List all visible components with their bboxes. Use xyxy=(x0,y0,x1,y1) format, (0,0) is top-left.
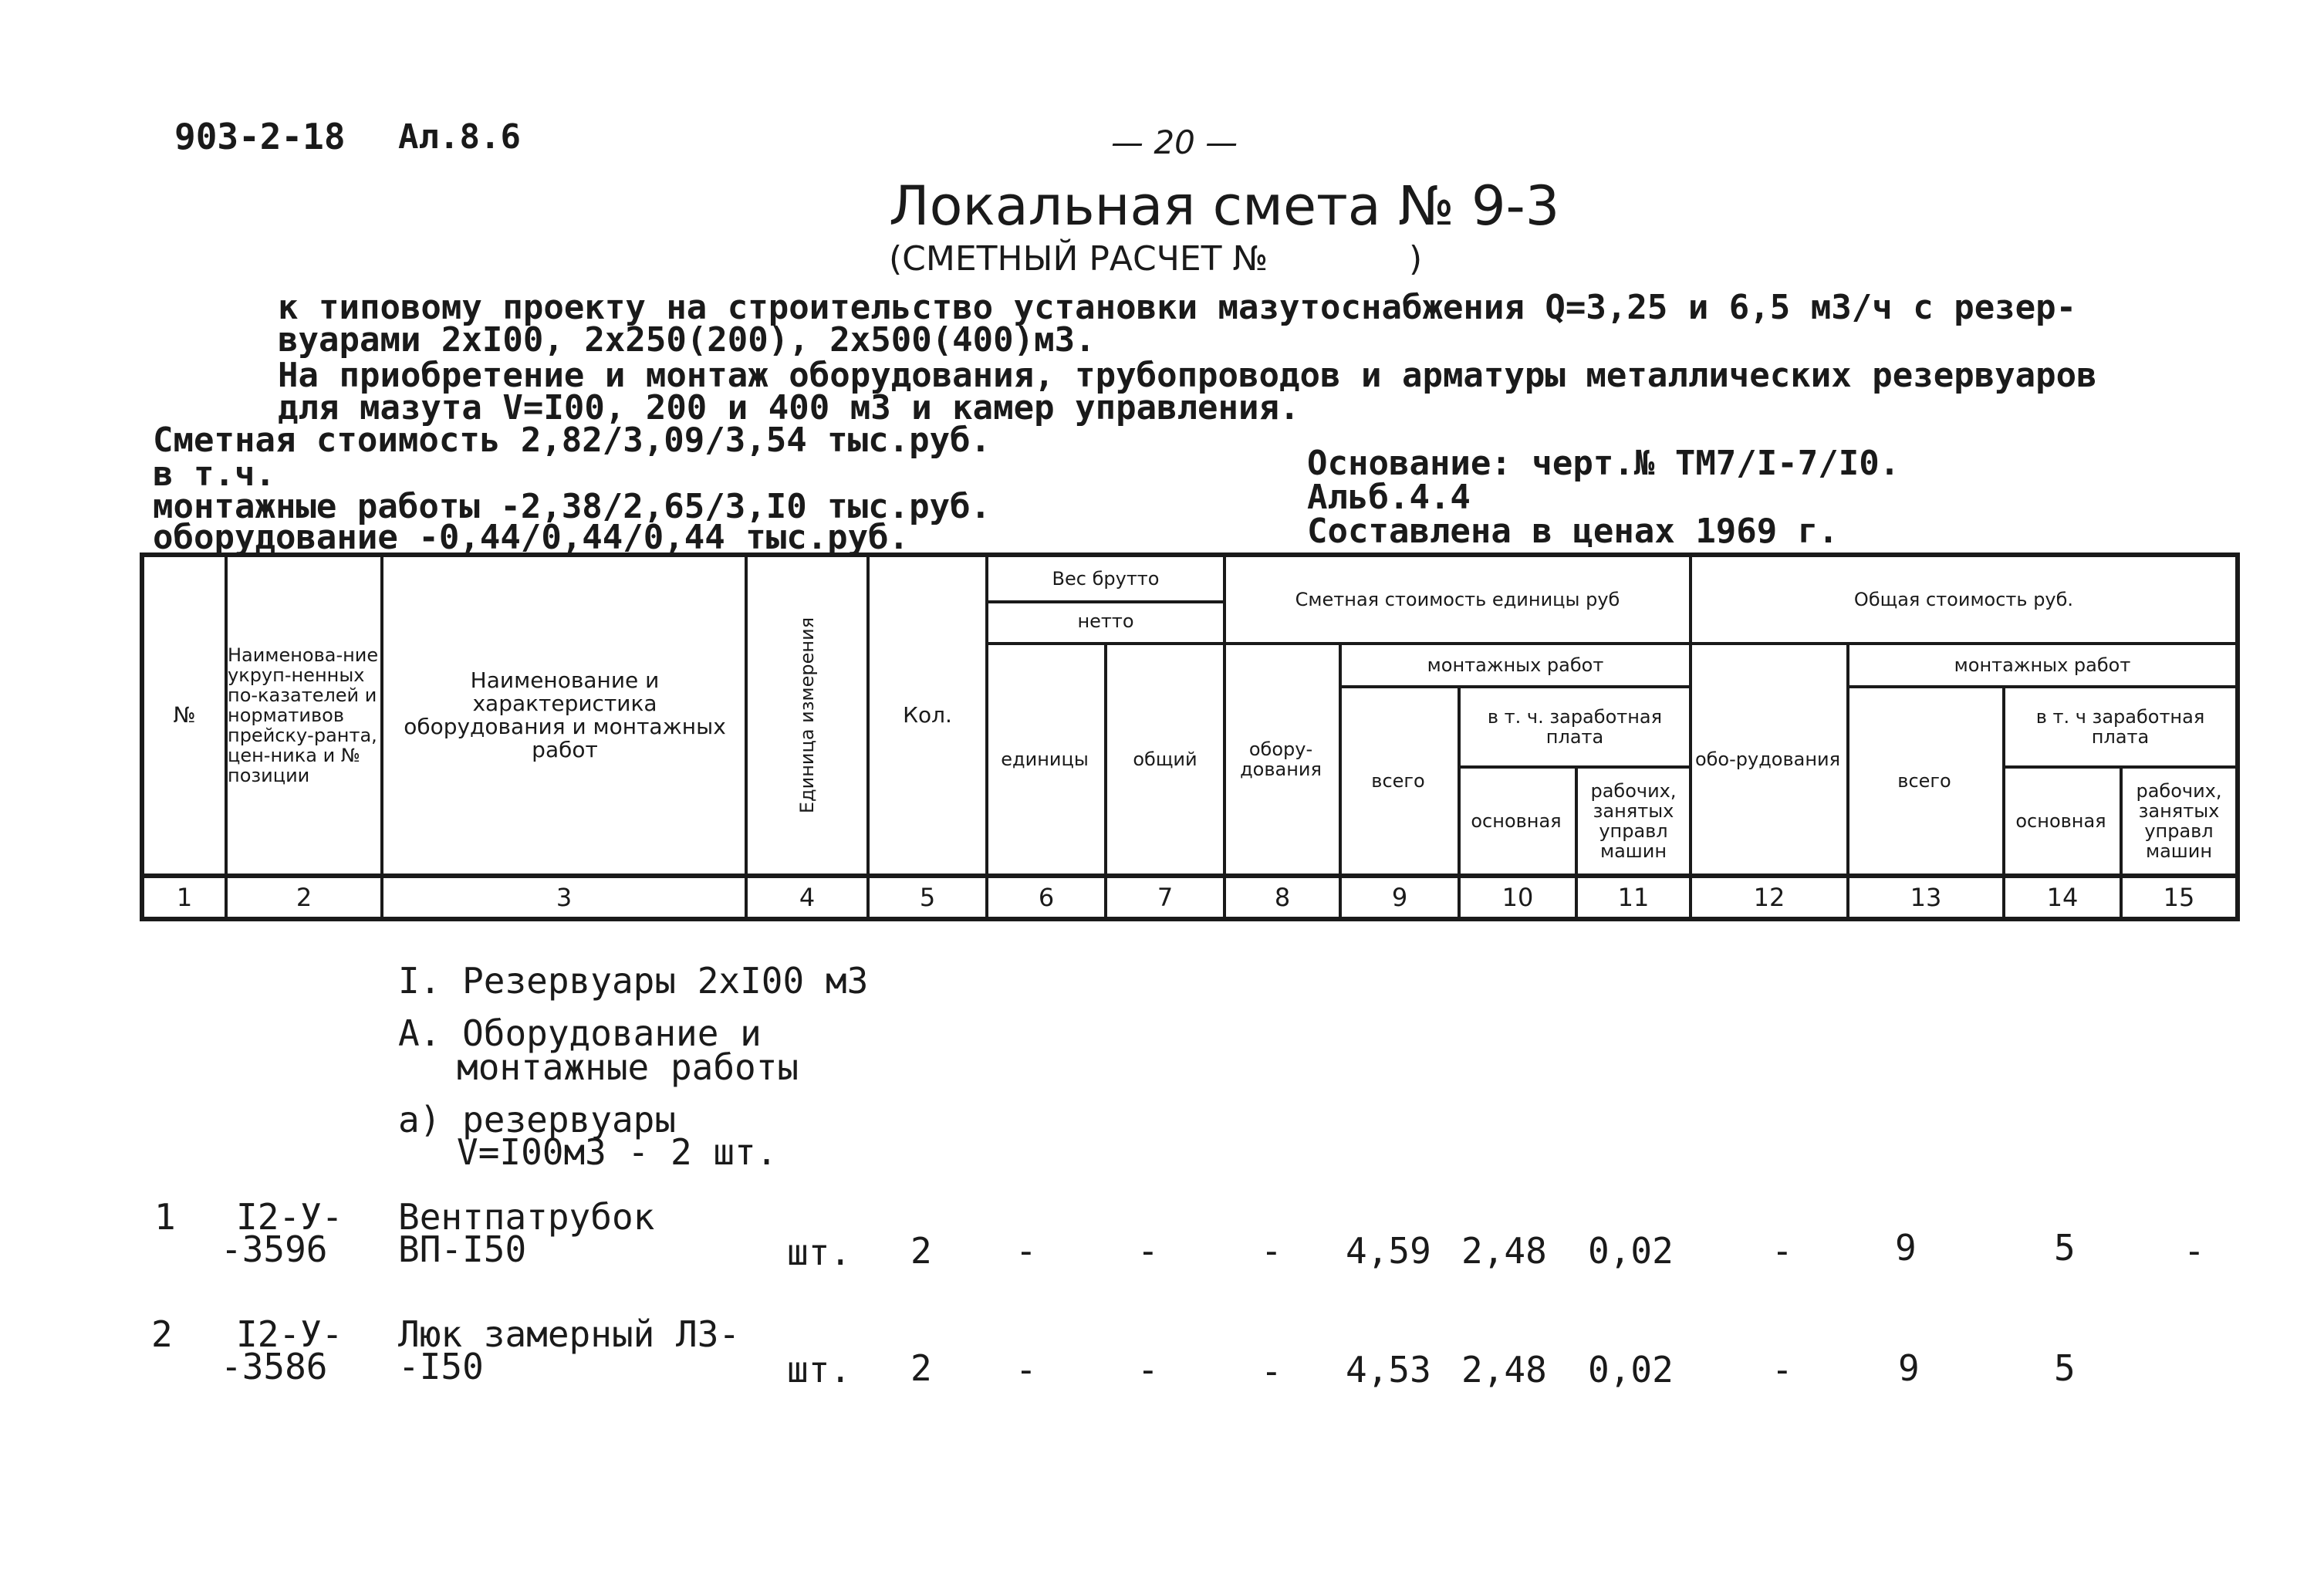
col-number: 10 xyxy=(1501,883,1534,912)
col-number: 7 xyxy=(1157,883,1174,912)
row-number: 2 xyxy=(151,1313,173,1355)
page-subtitle-end: ) xyxy=(1409,239,1423,279)
col-header-norm-code: Наименова-ние укруп-ненных по-казателей и нормативов прейску-ранта, цен-ника и № позиции xyxy=(228,644,379,786)
row-code-cont: -3596 xyxy=(221,1228,328,1270)
row-number: 1 xyxy=(154,1196,176,1238)
col-number: 14 xyxy=(2046,883,2079,912)
row-weight-total: - xyxy=(1137,1230,1159,1272)
row-name: Люк замерный ЛЗ- xyxy=(398,1313,741,1355)
row-name: Вентпатрубок xyxy=(398,1196,655,1238)
col-header-install-works-2: монтажных работ xyxy=(1954,654,2131,676)
row-weight-total: - xyxy=(1137,1349,1159,1391)
col-header-weight-gross: Вес брутто xyxy=(1052,568,1160,590)
col-header-weight-unit: единицы xyxy=(1001,749,1089,770)
item-group-heading-cont: V=I00м3 - 2 шт. xyxy=(457,1131,778,1173)
intro-line-1: к типовому проекту на строительство установки мазутоснабжения Q=3,25 и 6,5 м3/ч с резер- xyxy=(278,288,2077,327)
col-number: 3 xyxy=(556,883,573,912)
row-total-install: 9 xyxy=(1895,1227,1917,1269)
col-header-unit-equipment: обору-дования xyxy=(1240,738,1322,780)
subsection-heading: А. Оборудование и xyxy=(398,1012,762,1054)
page-subtitle: (СМЕТНЫЙ РАСЧЕТ № xyxy=(889,239,1268,279)
col-header-wages-2: в т. ч заработная плата xyxy=(2035,706,2205,748)
row-equipment-cost: - xyxy=(1261,1230,1282,1272)
equipment-cost: оборудование -0,44/0,44/0,44 тыс.руб. xyxy=(153,518,910,557)
row-unit: шт. xyxy=(787,1232,852,1273)
row-name-cont: ВП-I50 xyxy=(398,1228,527,1270)
col-header-install-total: всего xyxy=(1371,770,1425,792)
row-code-cont: -3586 xyxy=(221,1346,328,1387)
row-equipment-cost: - xyxy=(1261,1350,1282,1392)
estimated-cost: Сметная стоимость 2,82/3,09/3,54 тыс.руб. xyxy=(153,421,991,460)
col-header-weight-net: нетто xyxy=(1077,610,1134,632)
col-header-unit: Единица измерения xyxy=(796,617,818,814)
row-total-install: 9 xyxy=(1898,1347,1920,1389)
row-install-total: 4,53 xyxy=(1346,1349,1431,1391)
col-header-total-install: всего xyxy=(1897,770,1951,792)
row-total-wages-main: 5 xyxy=(2054,1347,2076,1389)
col-header-wages-machines-2: рабочих, занятых управл машин xyxy=(2136,780,2222,862)
estimate-table-header xyxy=(140,553,2240,921)
row-weight-unit: - xyxy=(1015,1230,1037,1272)
col-number: 8 xyxy=(1274,883,1291,912)
col-number: 1 xyxy=(176,883,193,912)
item-group-heading: а) резервуары xyxy=(398,1099,677,1140)
page-number: — 20 — xyxy=(1111,123,1238,161)
basis-drawing: Основание: черт.№ ТМ7/I-7/I0. xyxy=(1307,444,1900,483)
row-total-equipment: - xyxy=(1772,1349,1793,1391)
col-number: 5 xyxy=(919,883,936,912)
row-weight-unit: - xyxy=(1015,1349,1037,1391)
col-number: 2 xyxy=(296,883,312,912)
col-number: 12 xyxy=(1753,883,1785,912)
col-header-name: Наименование и характеристика оборудования и монтажных работ xyxy=(404,667,726,762)
col-header-quantity: Кол. xyxy=(903,702,952,728)
album-number: Ал.8.6 xyxy=(398,117,521,157)
row-wages-main: 2,48 xyxy=(1461,1349,1547,1391)
basis-prices-year: Составлена в ценах 1969 г. xyxy=(1307,512,1839,551)
row-quantity: 2 xyxy=(910,1230,932,1272)
intro-line-3: На приобретение и монтаж оборудования, трубопроводов и арматуры металлических резервуаров xyxy=(278,356,2097,395)
intro-line-4: для мазута V=I00, 200 и 400 м3 и камер управления. xyxy=(278,388,1300,427)
col-number: 9 xyxy=(1391,883,1408,912)
col-number: 13 xyxy=(1910,883,1942,912)
row-wages-main: 2,48 xyxy=(1461,1230,1547,1272)
col-number: 15 xyxy=(2163,883,2195,912)
col-header-wages-machines: рабочих, занятых управл машин xyxy=(1590,780,1677,862)
col-header-total-cost: Общая стоимость руб. xyxy=(1853,589,2074,610)
col-number: 4 xyxy=(799,883,816,912)
row-unit: шт. xyxy=(787,1349,852,1391)
including-label: в т.ч. xyxy=(153,455,275,494)
row-name-cont: -I50 xyxy=(398,1346,484,1387)
row-install-total: 4,59 xyxy=(1346,1230,1431,1272)
document-code: 903-2-18 xyxy=(174,116,346,157)
row-total-equipment: - xyxy=(1772,1230,1793,1272)
row-code: I2-У- xyxy=(236,1313,343,1355)
col-header-number: № xyxy=(173,702,196,728)
col-header-unit-cost: Сметная стоимость единицы руб xyxy=(1295,589,1620,610)
col-header-wages: в т. ч. заработная плата xyxy=(1487,706,1663,748)
section-heading: I. Резервуары 2хI00 м3 xyxy=(398,960,869,1002)
col-number: 11 xyxy=(1617,883,1650,912)
col-number: 6 xyxy=(1038,883,1055,912)
subsection-heading-cont: монтажные работы xyxy=(457,1046,799,1088)
col-header-wages-main: основная xyxy=(1471,810,1562,832)
row-total-wages-machines: - xyxy=(2184,1230,2205,1272)
row-quantity: 2 xyxy=(910,1347,932,1389)
installation-cost: монтажные работы -2,38/2,65/3,I0 тыс.руб. xyxy=(153,487,991,526)
row-code: I2-У- xyxy=(236,1196,343,1238)
row-wages-machines: 0,02 xyxy=(1588,1349,1674,1391)
col-header-wages-main-2: основная xyxy=(2015,810,2106,832)
row-total-wages-main: 5 xyxy=(2054,1227,2076,1269)
col-header-weight-total: общий xyxy=(1133,749,1197,770)
row-wages-machines: 0,02 xyxy=(1588,1230,1674,1272)
col-header-total-equipment: обо-рудования xyxy=(1694,749,1841,770)
page-title: Локальная смета № 9-3 xyxy=(889,174,1560,238)
basis-album: Альб.4.4 xyxy=(1307,478,1471,517)
intro-line-2: вуарами 2хI00, 2х250(200), 2х500(400)м3. xyxy=(278,320,1096,360)
col-header-install-works: монтажных работ xyxy=(1427,654,1604,676)
